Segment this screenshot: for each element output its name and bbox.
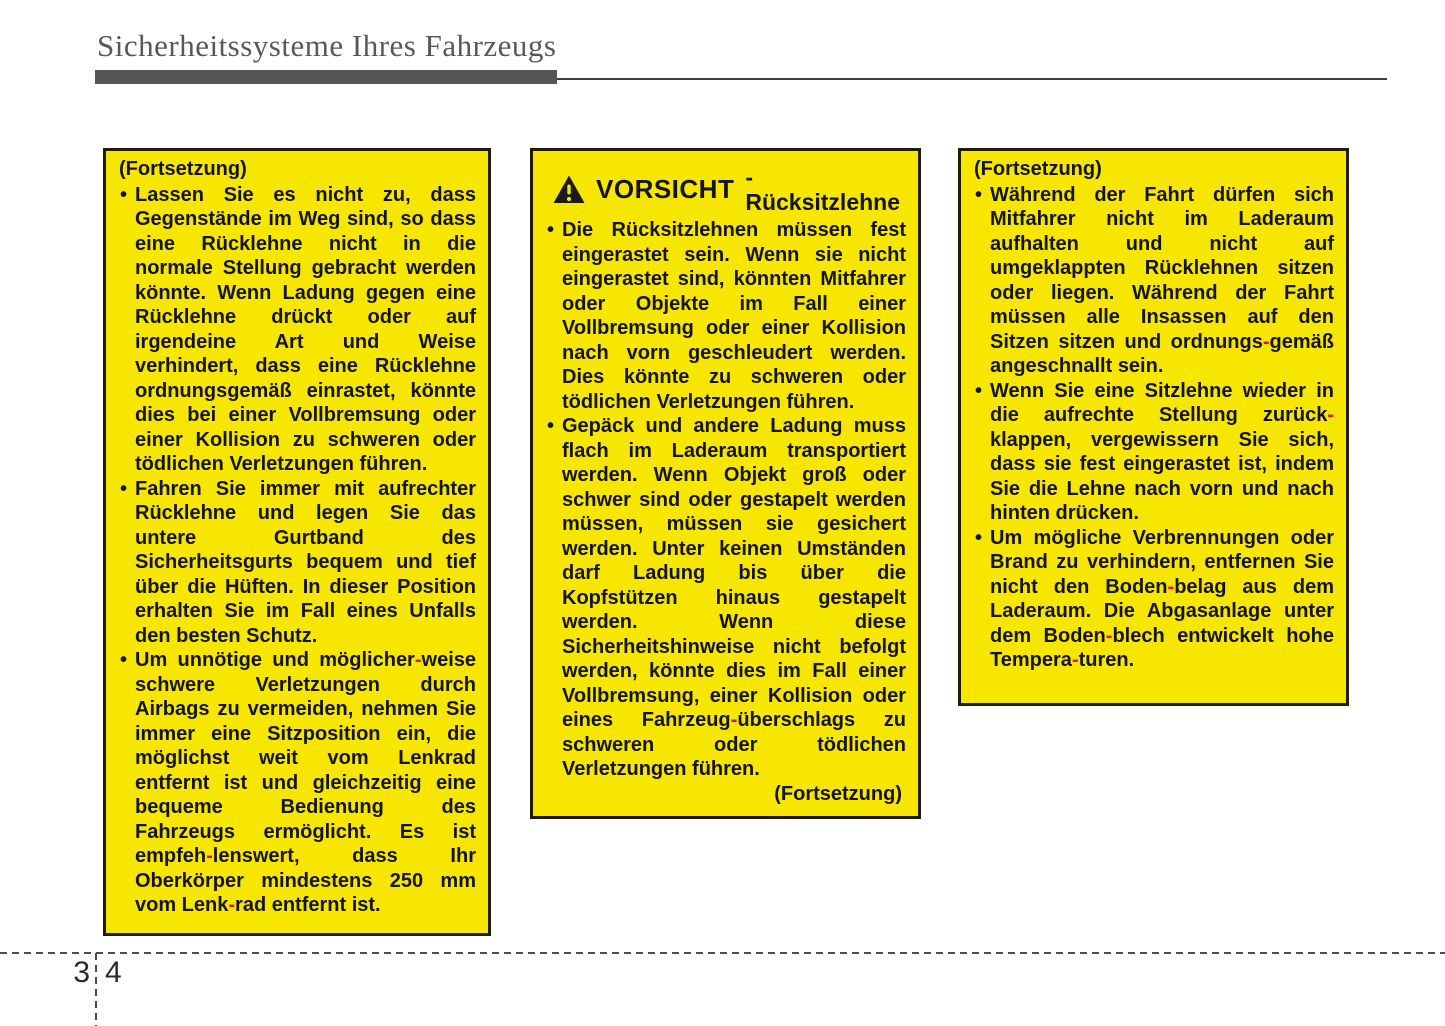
header-bar	[95, 70, 557, 84]
box-heading: (Fortsetzung)	[119, 158, 247, 180]
warning-box-continuation-right	[958, 148, 1349, 706]
warning-bullet	[973, 379, 1334, 526]
page-title: Sicherheitssysteme Ihres Fahrzeugs	[97, 28, 557, 63]
warning-triangle-icon	[553, 175, 585, 204]
warning-bullet	[118, 648, 476, 918]
bullet-text: Gepäck und andere Ladung muss flach im Laderaum transportiert werden. Wenn Objekt groß oder schwer sind oder gestapelt werden müssen, müssen sie gesichert werden. Unter keinen Umständen darf Ladung bis über die Kopfstützen hinaus gestapelt werden. Wenn diese Sicherheitshinweise nicht befolgt werden, könnte dies im Fall einer Vollbremsung, einer Kollision oder eines Fahrzeug-überschlags zu schweren oder tödlichen Verletzungen führen.	[562, 415, 906, 780]
box-title-row	[545, 156, 906, 218]
warning-bullet	[973, 526, 1334, 673]
box-content	[106, 151, 488, 926]
box-heading: (Fortsetzung)	[974, 158, 1102, 180]
bullet-icon: •	[120, 183, 128, 206]
bullet-text: Während der Fahrt dürfen sich Mitfahrer nicht im Laderaum aufhalten und nicht auf umgeklappten Rücklehnen sitzen oder liegen. Während der Fahrt müssen alle Insassen auf den Sitzen sitzen und ordnungs-gemäß angeschnallt sein.	[990, 183, 1334, 377]
box-content	[533, 151, 918, 814]
warning-bullet	[118, 183, 476, 477]
warning-box-continuation-left	[103, 148, 491, 936]
footer-vertical-dash	[95, 953, 97, 1026]
bullet-icon: •	[547, 219, 555, 241]
bullet-icon: •	[120, 477, 128, 500]
warning-box-vorsicht	[530, 148, 921, 819]
box-subtitle: - Rücksitzlehne	[745, 164, 900, 215]
warning-bullet	[118, 477, 476, 649]
warning-bullet	[973, 183, 1334, 379]
footer-dashed-rule	[0, 952, 1445, 954]
box-content	[961, 151, 1346, 681]
warning-bullet	[545, 218, 906, 414]
warning-bullet	[545, 414, 906, 782]
bullet-text: Die Rücksitzlehnen müssen fest eingerastet sein. Wenn sie nicht eingerastet sind, könnten Mitfahrer oder Objekte im Fall einer Vollbremsung oder einer Kollision nach vorn geschleudert werden. Dies könnte zu schweren oder tödlichen Verletzungen führen.	[562, 219, 906, 413]
page-number: 4	[105, 956, 122, 989]
bullet-icon: •	[975, 379, 983, 402]
box-continuation-note: (Fortsetzung)	[774, 782, 902, 805]
bullet-text: Um mögliche Verbrennungen oder Brand zu verhindern, entfernen Sie nicht den Boden-belag aus dem Laderaum. Die Abgasanlage unter dem Boden-blech entwickelt hohe Tempera-turen.	[990, 526, 1334, 671]
bullet-icon: •	[120, 649, 128, 671]
bullet-icon: •	[975, 183, 983, 206]
bullet-icon: •	[975, 526, 983, 549]
box-title: VORSICHT	[596, 174, 735, 205]
chapter-number: 3	[73, 956, 90, 989]
bullet-text: Wenn Sie eine Sitzlehne wieder in die aufrechte Stellung zurück-klappen, vergewissern Sie sich, dass sie fest eingerastet ist, indem Sie die Lehne nach vorn und nach hinten drücken.	[990, 379, 1334, 524]
bullet-text: Lassen Sie es nicht zu, dass Gegenstände im Weg sind, so dass eine Rücklehne nicht in die normale Stellung gebracht werden könnte. Wenn Ladung gegen eine Rücklehne drückt oder auf irgendeine Art und Weise verhindert, dass eine Rücklehne ordnungsgemäß einrastet, könnte dies bei einer Vollbremsung oder einer Kollision zu schweren oder tödlichen Verletzungen führen.	[135, 183, 476, 475]
bullet-text: Fahren Sie immer mit aufrechter Rücklehne und legen Sie das untere Gurtband des Sicherheitsgurts bequem und tief über die Hüften. In dieser Position erhalten Sie im Fall eines Unfalls den besten Schutz.	[135, 477, 476, 647]
bullet-text: Um unnötige und möglicher-weise schwere Verletzungen durch Airbags zu vermeiden, nehmen Sie immer eine Sitzposition ein, die möglichst weit vom Lenkrad entfernt ist und gleichzeitig eine bequeme Bedienung des Fahrzeugs ermöglicht. Es ist empfeh-lenswert, dass Ihr Oberkörper mindestens 250 mm vom Lenk-rad entfernt ist.	[135, 649, 476, 916]
bullet-icon: •	[547, 415, 555, 437]
